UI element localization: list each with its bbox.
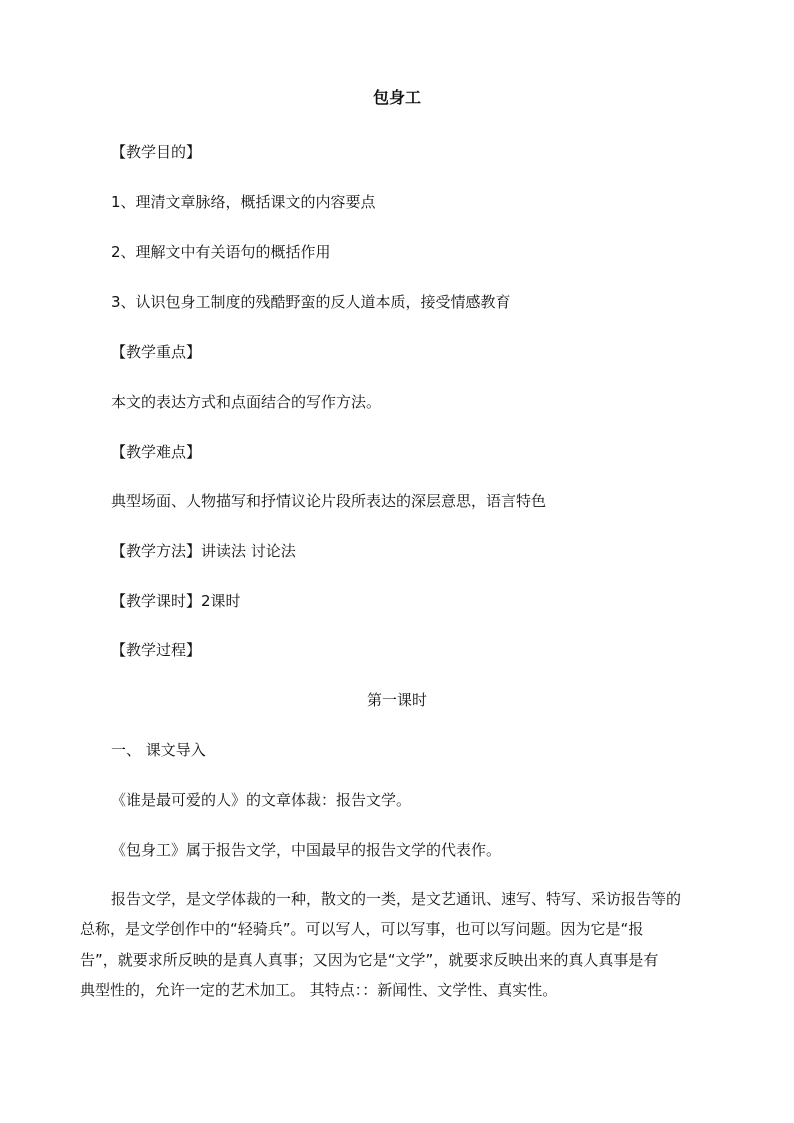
paragraph-row-3: 告”，就要求所反映的是真人真事；又因为它是“文学”，就要求反映出来的真人真事是有 bbox=[80, 950, 659, 969]
document-title: 包身工 bbox=[372, 88, 421, 107]
difficulties-text: 典型场面、人物描写和抒情议论片段所表达的深层意思，语言特色 bbox=[111, 492, 547, 510]
process-heading: 【教学过程】 bbox=[111, 641, 202, 659]
objective-item-2: 2、理解文中有关语句的概括作用 bbox=[111, 243, 331, 261]
key-points-text: 本文的表达方式和点面结合的写作方法。 bbox=[111, 393, 382, 411]
objective-item-1: 1、理清文章脉络，概括课文的内容要点 bbox=[111, 193, 376, 211]
paragraph-row-1: 报告文学，是文学体裁的一种，散文的一类，是文艺通讯、速写、特写、采访报告等的 bbox=[111, 890, 682, 908]
lesson-title: 第一课时 bbox=[366, 691, 427, 709]
key-points-heading: 【教学重点】 bbox=[111, 343, 202, 361]
intro-line-2: 《包身工》属于报告文学，中国最早的报告文学的代表作。 bbox=[111, 841, 502, 859]
methods-line: 【教学方法】讲读法 讨论法 bbox=[111, 542, 296, 560]
difficulties-heading: 【教学难点】 bbox=[111, 443, 202, 461]
hours-line: 【教学课时】2课时 bbox=[111, 592, 241, 610]
objectives-heading: 【教学目的】 bbox=[111, 143, 202, 161]
objective-item-3: 3、认识包身工制度的残酷野蛮的反人道本质，接受情感教育 bbox=[111, 293, 511, 311]
paragraph-row-4: 典型性的，允许一定的艺术加工。 其特点：：新闻性、文学性、真实性。 bbox=[80, 981, 558, 1000]
report-literature-paragraph bbox=[80, 884, 682, 1006]
section-one-heading: 一、 课文导入 bbox=[111, 741, 206, 759]
paragraph-row-2: 总称，是文学创作中的“轻骑兵”。可以写人，可以写事，也可以写问题。因为它是“报 bbox=[80, 920, 644, 939]
intro-line-1: 《谁是最可爱的人》的文章体裁：报告文学。 bbox=[111, 791, 412, 809]
